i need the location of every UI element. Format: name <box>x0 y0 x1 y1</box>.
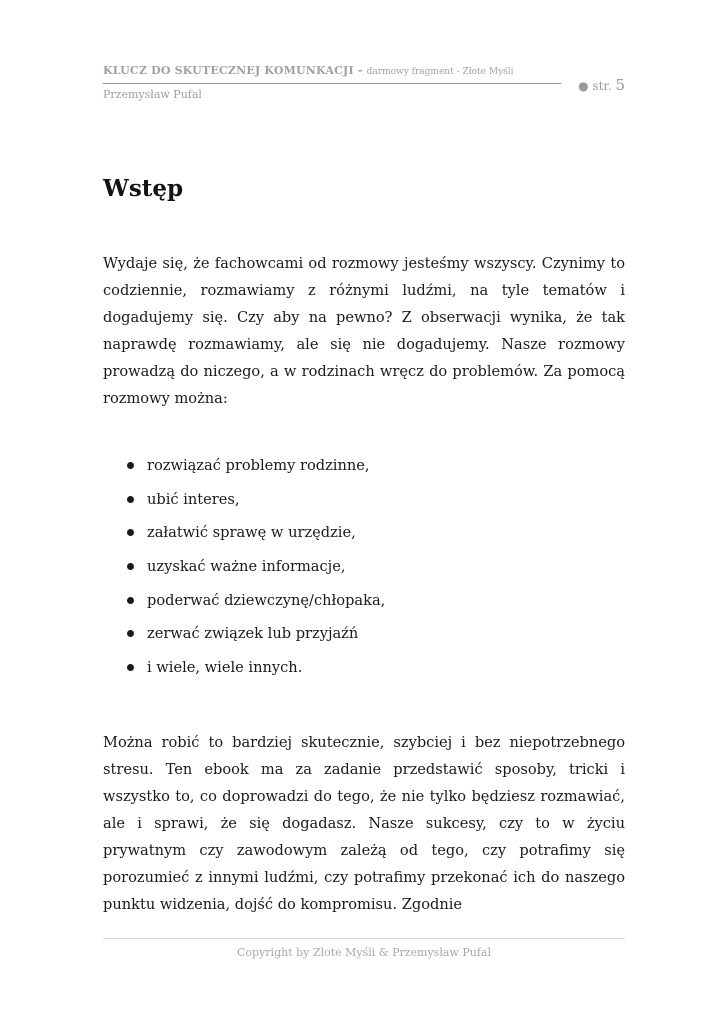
bullet-icon <box>127 664 134 671</box>
list-item <box>103 620 625 654</box>
page-header <box>103 64 625 114</box>
page-prefix: ● str. <box>578 79 616 93</box>
list-item <box>103 553 625 587</box>
list-item-text: załatwić sprawę w urzędzie, <box>147 524 356 542</box>
bullet-icon <box>127 597 134 604</box>
page-number: 5 <box>615 76 625 94</box>
list-item-text: zerwać związek lub przyjaźń <box>147 625 359 643</box>
intro-paragraph: Wydaje się, że fachowcami od rozmowy jesteśmy wszyscy. Czynimy to codziennie, rozmawiamy z różnymi ludźmi, na tyle tematów i dogadujemy się. Czy aby na pewno? Z obserwacji wynika, że tak naprawdę rozmawiamy, ale się nie dogadujemy. Nasze rozmowy prowadzą do niczego, a w rodzinach wręcz do problemów. Za pomocą rozmowy można: <box>103 255 625 407</box>
bullet-icon <box>127 462 134 469</box>
list-item <box>103 519 625 553</box>
title-separator: - <box>353 64 367 77</box>
author-name: Przemysław Pufal <box>103 88 202 101</box>
bullet-list <box>103 452 625 688</box>
book-subtitle: darmowy fragment - Złote Myśli <box>366 67 514 77</box>
list-item <box>103 654 625 688</box>
bullet-icon <box>127 496 134 503</box>
list-item-text: uzyskać ważne informacje, <box>147 558 346 576</box>
list-item <box>103 452 625 486</box>
bullet-icon <box>127 529 134 536</box>
list-item-text: poderwać dziewczynę/chłopaka, <box>147 591 386 609</box>
book-title: KLUCZ DO SKUTECZNEJ KOMUNKACJI <box>103 64 354 77</box>
bullet-icon <box>127 563 134 570</box>
list-item-text: i wiele, wiele innych. <box>147 659 303 677</box>
section-heading: Wstęp <box>103 175 184 202</box>
bullet-icon <box>127 630 134 637</box>
header-title <box>103 64 514 77</box>
footer-copyright: Copyright by Złote Myśli & Przemysław Pufal <box>237 946 491 959</box>
list-item <box>103 587 625 621</box>
list-item <box>103 486 625 520</box>
list-item-text: rozwiązać problemy rodzinne, <box>147 457 370 474</box>
footer-divider <box>103 938 625 939</box>
header-divider <box>103 83 561 84</box>
list-item-text: ubić interes, <box>147 490 240 508</box>
body-paragraph: Można robić to bardziej skutecznie, szybciej i bez niepotrzebnego stresu. Ten ebook ma za zadanie przedstawić sposoby, tricki i wszystko to, co doprowadzi do tego, że nie tylko będziesz rozmawiać, ale i sprawi, że się dogadasz. Nasze sukcesy, czy to w życiu prywatnym czy zawodowym zależą od tego, czy potrafimy się porozumieć z innymi ludźmi, czy potrafimy przekonać ich do naszego punktu widzenia, dojść do kompromisu. Zgodnie <box>103 734 625 913</box>
page-indicator <box>578 76 625 94</box>
